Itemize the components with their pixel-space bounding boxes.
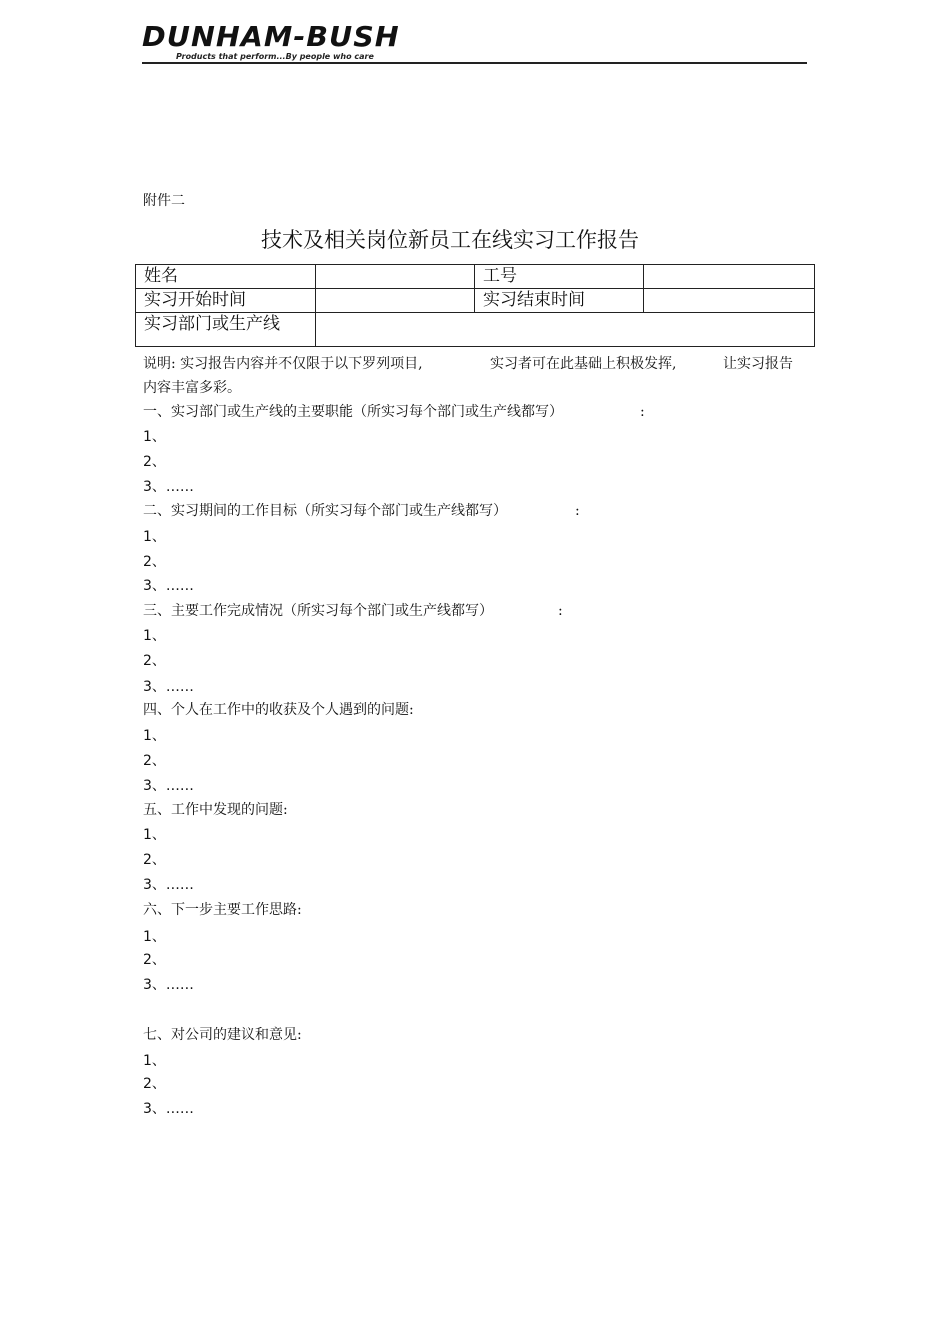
- list-item: 3、……: [143, 977, 194, 993]
- list-item: 1、: [143, 429, 166, 445]
- department-field[interactable]: [316, 313, 815, 347]
- company-logo: [142, 20, 807, 61]
- list-item: 3、……: [143, 578, 194, 594]
- list-item: 2、: [143, 1076, 166, 1092]
- list-item: 1、: [143, 929, 166, 945]
- list-item: 2、: [143, 952, 166, 968]
- section-colon: :: [640, 404, 645, 420]
- list-item: 1、: [143, 628, 166, 644]
- list-item: 3、……: [143, 1101, 194, 1117]
- department-label: 实习部门或生产线: [136, 313, 316, 347]
- section-heading: 六、下一步主要工作思路:: [143, 902, 302, 918]
- employee-id-field[interactable]: [644, 265, 815, 289]
- page-title: 技术及相关岗位新员工在线实习工作报告: [261, 228, 639, 252]
- brand-name: DUNHAM-BUSH: [142, 20, 400, 53]
- section-heading: 二、实习期间的工作目标（所实习每个部门或生产线都写）: [143, 503, 507, 519]
- note-part-1: 说明: 实习报告内容并不仅限于以下罗列项目,: [143, 356, 423, 372]
- header-divider: [142, 62, 807, 64]
- info-row-name: [136, 265, 815, 289]
- list-item: 3、……: [143, 679, 194, 695]
- name-field[interactable]: [316, 265, 475, 289]
- info-row-department: [136, 313, 815, 347]
- info-row-dates: [136, 289, 815, 313]
- end-time-label: 实习结束时间: [475, 289, 644, 313]
- name-label: 姓名: [136, 265, 316, 289]
- section-heading: 五、工作中发现的问题:: [143, 802, 288, 818]
- start-time-label: 实习开始时间: [136, 289, 316, 313]
- instruction-note: [143, 352, 803, 400]
- section-heading: 三、主要工作完成情况（所实习每个部门或生产线都写）: [143, 603, 493, 619]
- list-item: 2、: [143, 554, 166, 570]
- brand-tagline: Products that perform...By people who care: [176, 52, 374, 61]
- list-item: 1、: [143, 827, 166, 843]
- list-item: 2、: [143, 454, 166, 470]
- list-item: 2、: [143, 852, 166, 868]
- list-item: 3、……: [143, 778, 194, 794]
- list-item: 3、……: [143, 877, 194, 893]
- employee-id-label: 工号: [475, 265, 644, 289]
- list-item: 2、: [143, 753, 166, 769]
- list-item: 3、……: [143, 479, 194, 495]
- list-item: 2、: [143, 653, 166, 669]
- list-item: 1、: [143, 1053, 166, 1069]
- note-part-3: 让实习报告: [723, 356, 793, 372]
- attachment-label: 附件二: [143, 193, 185, 209]
- section-colon: :: [558, 603, 563, 619]
- list-item: 1、: [143, 529, 166, 545]
- info-table: [135, 264, 815, 347]
- section-heading: 一、实习部门或生产线的主要职能（所实习每个部门或生产线都写）: [143, 404, 563, 420]
- section-heading: 四、个人在工作中的收获及个人遇到的问题:: [143, 702, 414, 718]
- list-item: 1、: [143, 728, 166, 744]
- note-part-4: 内容丰富多彩。: [143, 380, 241, 396]
- end-time-field[interactable]: [644, 289, 815, 313]
- section-heading: 七、对公司的建议和意见:: [143, 1027, 302, 1043]
- note-part-2: 实习者可在此基础上积极发挥,: [490, 356, 677, 372]
- section-colon: :: [575, 503, 580, 519]
- start-time-field[interactable]: [316, 289, 475, 313]
